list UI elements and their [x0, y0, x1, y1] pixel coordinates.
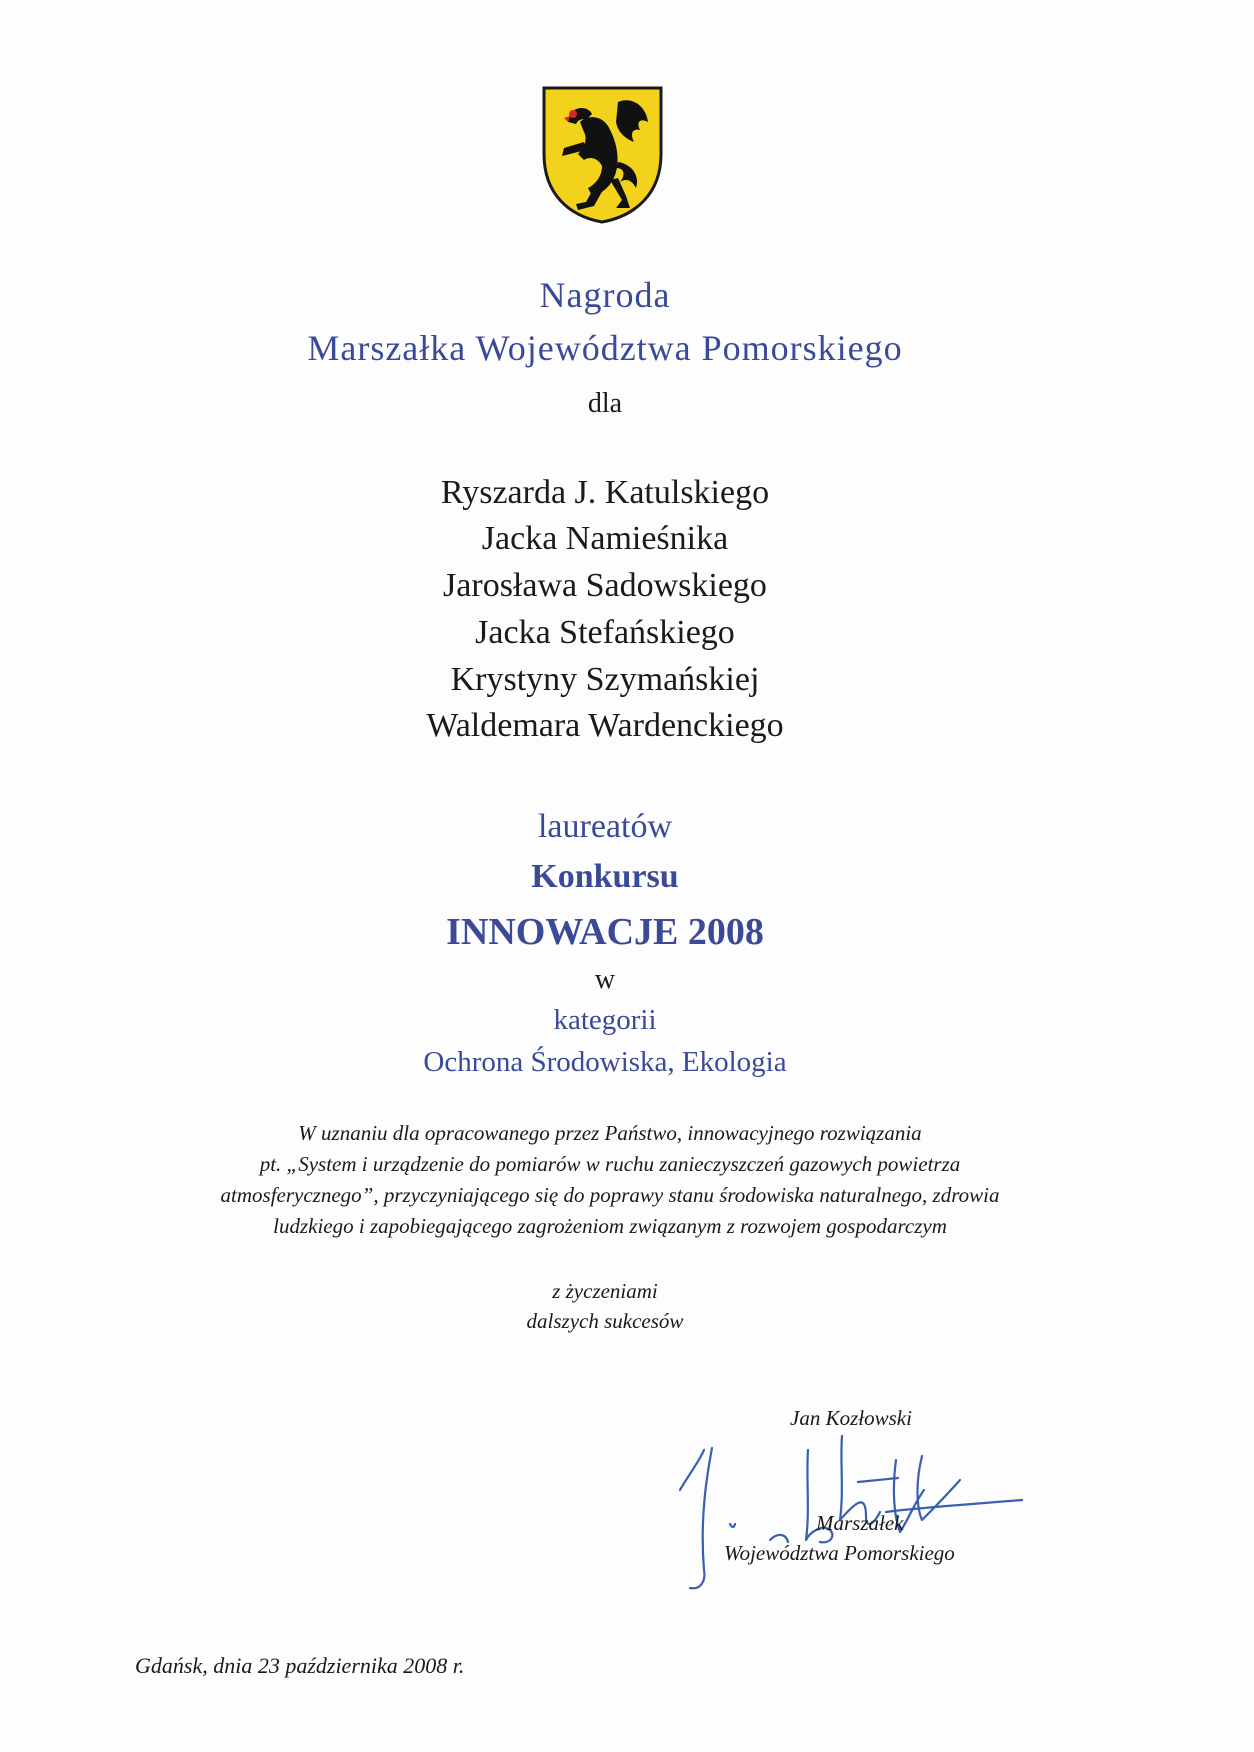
citation-line: pt. „System i urządzenie do pomiarów w ruchu zanieczyszczeń gazowych powietrza [259, 1152, 961, 1176]
citation-text [140, 1118, 1080, 1242]
laureates-label: laureatów [537, 808, 673, 845]
category-name: Ochrona Środowiska, Ekologia [423, 1046, 787, 1078]
signatory-role: Marszałek [816, 1511, 904, 1535]
in-label: w [594, 964, 616, 995]
recipient-name: Ryszarda J. Katulskiego [440, 474, 770, 511]
recipient-name: Jacka Stefańskiego [475, 614, 735, 651]
recipient-name: Krystyny Szymańskiej [450, 661, 760, 698]
place-and-date: Gdańsk, dnia 23 października 2008 r. [135, 1653, 465, 1678]
wishes-line: dalszych sukcesów [526, 1309, 684, 1333]
citation-line: ludzkiego i zapobiegającego zagrożeniom związanym z rozwojem gospodarczym [273, 1214, 947, 1238]
recipient-name: Jacka Namieśnika [481, 520, 729, 557]
contest-label: Konkursu [531, 858, 679, 895]
citation-line: W uznaniu dla opracowanego przez Państwo, innowacyjnego rozwiązania [298, 1121, 922, 1145]
recipient-name: Waldemara Wardenckiego [426, 707, 784, 744]
contest-name: INNOWACJE 2008 [446, 911, 764, 953]
category-label: kategorii [553, 1004, 657, 1036]
title-award: Nagroda [539, 275, 671, 315]
signatory-role: Województwa Pomorskiego [724, 1541, 955, 1565]
recipient-name: Jarosława Sadowskiego [443, 567, 767, 604]
wishes-line: z życzeniami [552, 1279, 658, 1303]
signatory-name: Jan Kozłowski [790, 1406, 912, 1430]
griffin-coat-of-arms-icon [540, 84, 665, 224]
title-awarding-authority: Marszałka Województwa Pomorskiego [307, 328, 903, 368]
citation-line: atmosferycznego”, przyczyniającego się do poprawy stanu środowiska naturalnego, zdrowia [220, 1183, 1000, 1207]
for-label: dla [587, 388, 623, 419]
handwritten-signature [660, 1420, 1040, 1600]
